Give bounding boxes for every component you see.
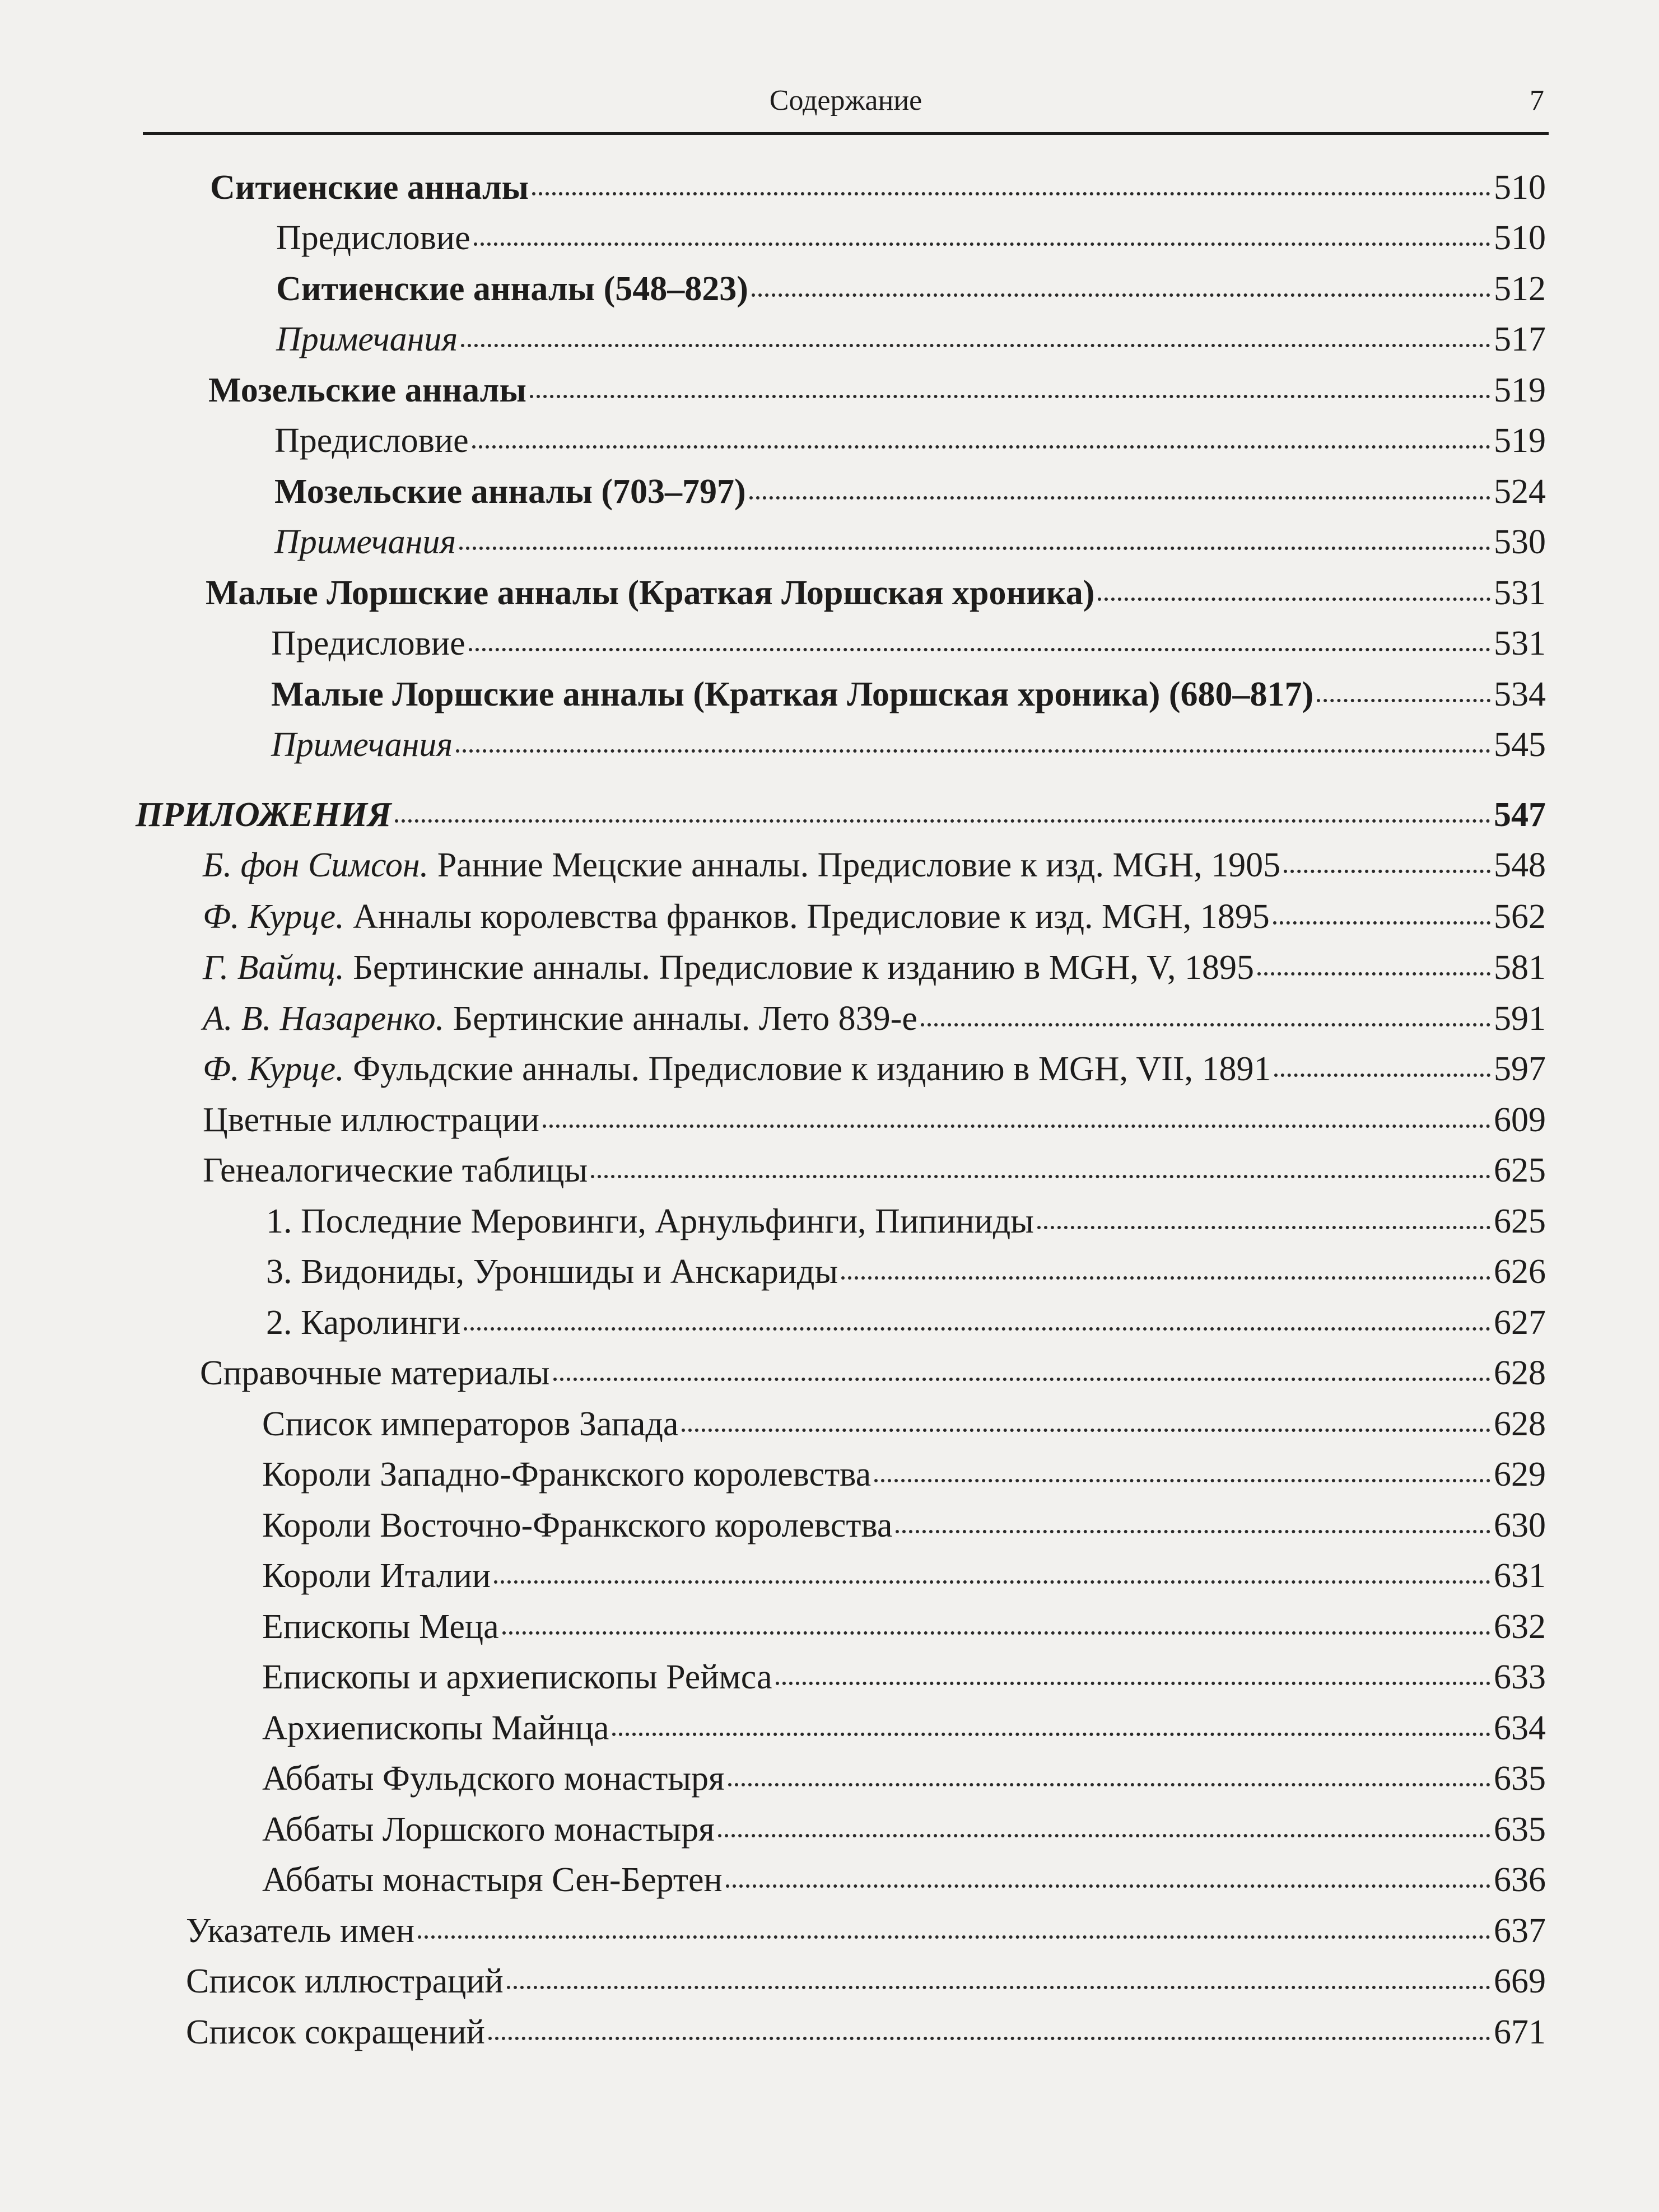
toc-entry <box>262 1503 1546 1548</box>
dot-leader <box>456 749 1490 753</box>
toc-entry-page: 631 <box>1494 1557 1546 1595</box>
toc-entry-page: 591 <box>1494 1000 1546 1038</box>
toc-entry-page: 517 <box>1494 320 1546 358</box>
toc-entry <box>262 1706 1546 1751</box>
toc-entry-page: 534 <box>1494 675 1546 713</box>
toc-entry-work: Бертинские анналы. Лето 839-е <box>453 1000 917 1038</box>
toc-entry-work: Анналы королевства франков. Предисловие к изд. MGH, 1895 <box>353 898 1270 936</box>
header-rule <box>143 132 1549 135</box>
toc-entry <box>271 672 1546 717</box>
toc-entry-title: 2. Каролинги <box>266 1304 461 1342</box>
toc-entry-page: 562 <box>1494 898 1546 936</box>
toc-entry-title: Малые Лоршские анналы (Краткая Лоршская хроника) (680–817) <box>271 675 1314 713</box>
toc-entry <box>266 1199 1546 1244</box>
toc-entry <box>262 1452 1546 1497</box>
dot-leader <box>472 445 1490 449</box>
toc-entry-page: 632 <box>1494 1608 1546 1646</box>
toc-entry-author: Б. фон Симсон. <box>203 846 429 884</box>
toc-entry <box>186 1908 1546 1953</box>
running-title: Содержание <box>769 85 922 116</box>
toc-entry-page: 548 <box>1494 846 1546 884</box>
toc-entry <box>200 1351 1546 1396</box>
dot-leader <box>488 2037 1490 2040</box>
toc-entry-title: Примечания <box>276 320 458 358</box>
dot-leader <box>1098 598 1490 601</box>
dot-leader <box>728 1783 1491 1786</box>
dot-leader <box>1037 1226 1490 1229</box>
toc-entry <box>210 165 1546 210</box>
toc-entry-title: Ситиенские анналы <box>210 169 529 207</box>
toc-entry-page: 625 <box>1494 1202 1546 1240</box>
toc-entry-page: 637 <box>1494 1912 1546 1950</box>
toc-entry-page: 634 <box>1494 1709 1546 1747</box>
toc-entry <box>262 1807 1546 1852</box>
dot-leader <box>1273 921 1490 925</box>
toc-entry-page: 545 <box>1494 726 1546 764</box>
toc-entry-author: Ф. Курце. <box>203 898 344 936</box>
dot-leader <box>921 1023 1490 1026</box>
toc-entry <box>262 1553 1546 1598</box>
toc-entry-page: 630 <box>1494 1506 1546 1544</box>
dot-leader <box>461 344 1490 347</box>
toc-entry-title: ПРИЛОЖЕНИЯ <box>136 796 392 834</box>
toc-entry-page: 524 <box>1494 473 1546 511</box>
toc-entry <box>276 317 1546 362</box>
toc-entry-title: Предисловие <box>276 219 470 257</box>
toc-entry <box>203 945 1546 990</box>
toc-entry-page: 625 <box>1494 1151 1546 1189</box>
toc-entry <box>266 1249 1546 1294</box>
toc-entry-author: А. В. Назаренко. <box>203 1000 445 1038</box>
toc-entry-title: Предисловие <box>271 624 465 662</box>
toc-entry-author: Г. Вайтц. <box>203 949 344 987</box>
toc-entry-title: Примечания <box>271 726 453 764</box>
toc-entry-title: Короли Восточно-Франкского королевства <box>262 1506 893 1544</box>
toc-entry-page: 510 <box>1494 169 1546 207</box>
toc-entry-page: 633 <box>1494 1658 1546 1696</box>
toc-entry-title <box>203 996 917 1041</box>
dot-leader <box>507 1986 1490 1989</box>
toc-entry <box>206 571 1546 615</box>
dot-leader <box>726 1884 1490 1888</box>
toc-entry-work: Бертинские анналы. Предисловие к изданию в MGH, V, 1895 <box>353 949 1255 987</box>
dot-leader <box>776 1682 1490 1685</box>
dot-leader <box>896 1530 1490 1533</box>
toc-entry-title <box>203 1047 1271 1091</box>
toc-entry-page: 627 <box>1494 1304 1546 1342</box>
toc-entry <box>266 1300 1546 1345</box>
toc-entry <box>186 1959 1546 2004</box>
dot-leader <box>1274 1074 1490 1077</box>
dot-leader <box>1317 699 1490 702</box>
toc-entry-title: Архиепископы Майнца <box>262 1709 609 1747</box>
dot-leader <box>418 1935 1490 1939</box>
toc-entry-page: 628 <box>1494 1405 1546 1443</box>
toc-entry-title: Мозельские анналы (703–797) <box>274 473 746 511</box>
toc-entry <box>203 843 1546 888</box>
dot-leader <box>1284 870 1490 873</box>
dot-leader <box>749 496 1490 500</box>
toc-entry-page: 671 <box>1494 2013 1546 2051</box>
toc-entry <box>203 996 1546 1041</box>
toc-entry-title: Генеалогические таблицы <box>203 1151 588 1189</box>
dot-leader <box>718 1834 1490 1837</box>
toc-entry <box>262 1402 1546 1446</box>
toc-entry-title: Справочные материалы <box>200 1354 550 1392</box>
toc-entry-page: 531 <box>1494 624 1546 662</box>
toc-entry-author: Ф. Курце. <box>203 1050 344 1088</box>
toc-entry <box>271 621 1546 666</box>
toc-entry <box>274 418 1546 463</box>
dot-leader <box>474 242 1490 246</box>
toc-entry-title: Малые Лоршские анналы (Краткая Лоршская хроника) <box>206 574 1095 612</box>
toc-entry <box>276 216 1546 260</box>
toc-entry-work: Ранние Мецские анналы. Предисловие к изд. MGH, 1905 <box>437 846 1281 884</box>
toc-entry <box>203 1098 1546 1142</box>
toc-entry-title: Короли Западно-Франкского королевства <box>262 1455 872 1494</box>
toc-entry-page: 597 <box>1494 1050 1546 1088</box>
toc-entry-page: 512 <box>1494 270 1546 308</box>
toc-entry-page: 547 <box>1494 796 1546 834</box>
dot-leader <box>874 1479 1490 1482</box>
toc-entry-page: 636 <box>1494 1861 1546 1899</box>
dot-leader <box>469 648 1490 651</box>
dot-leader <box>494 1580 1490 1584</box>
running-header <box>143 84 1549 134</box>
toc-entry <box>262 1604 1546 1649</box>
toc-entry-page: 629 <box>1494 1455 1546 1494</box>
toc-entry-title: Аббаты монастыря Сен-Бертен <box>262 1861 723 1899</box>
dot-leader <box>841 1276 1490 1280</box>
toc-entry <box>136 792 1546 837</box>
dot-leader <box>752 293 1490 297</box>
toc-entry <box>203 1047 1546 1091</box>
dot-leader <box>612 1733 1490 1736</box>
dot-leader <box>543 1124 1490 1128</box>
toc-entry-title: Аббаты Лоршского монастыря <box>262 1810 715 1849</box>
toc-entry-page: 581 <box>1494 949 1546 987</box>
toc-entry-title: Аббаты Фульдского монастыря <box>262 1760 725 1798</box>
toc-entry <box>262 1756 1546 1801</box>
toc-entry-page: 635 <box>1494 1810 1546 1849</box>
toc-entry-title: Цветные иллюстрации <box>203 1101 539 1139</box>
toc-entry <box>274 520 1546 564</box>
toc-entry-work: Фульдские анналы. Предисловие к изданию в MGH, VII, 1891 <box>353 1050 1271 1088</box>
dot-leader <box>532 192 1490 195</box>
toc-entry-page: 626 <box>1494 1253 1546 1291</box>
dot-leader <box>682 1429 1490 1432</box>
toc-entry-page: 519 <box>1494 371 1546 409</box>
toc-entry-page: 635 <box>1494 1760 1546 1798</box>
toc-entry-title: 1. Последние Меровинги, Арнульфинги, Пипиниды <box>266 1202 1034 1240</box>
dot-leader <box>464 1327 1490 1331</box>
toc-entry <box>186 2010 1546 2055</box>
toc-entry <box>208 368 1546 413</box>
toc-entry-page: 609 <box>1494 1101 1546 1139</box>
toc-entry-title: Предисловие <box>274 422 469 460</box>
toc-entry-title: Епископы и архиепископы Реймса <box>262 1658 772 1696</box>
toc-entry <box>203 1148 1546 1193</box>
toc-entry <box>276 267 1546 311</box>
dot-leader <box>502 1631 1490 1635</box>
toc-entry-title <box>203 894 1270 939</box>
toc-entry-title: 3. Видониды, Уроншиды и Анскариды <box>266 1253 838 1291</box>
toc-entry <box>274 469 1546 514</box>
dot-leader <box>553 1378 1490 1381</box>
toc-entry-title: Ситиенские анналы (548–823) <box>276 270 748 308</box>
dot-leader <box>530 395 1490 398</box>
toc-entry <box>271 722 1546 767</box>
toc-entry-title: Список императоров Запада <box>262 1405 679 1443</box>
dot-leader <box>591 1175 1490 1178</box>
toc-entry <box>203 894 1546 939</box>
dot-leader <box>395 819 1490 823</box>
toc-entry-title <box>203 945 1254 990</box>
toc-entry-page: 510 <box>1494 219 1546 257</box>
toc-entry-title: Указатель имен <box>186 1912 414 1950</box>
toc-entry <box>262 1655 1546 1700</box>
toc-entry-page: 628 <box>1494 1354 1546 1392</box>
toc-entry-title: Список сокращений <box>186 2013 485 2051</box>
toc-entry-title: Короли Италии <box>262 1557 491 1595</box>
toc-entry-page: 530 <box>1494 523 1546 561</box>
dot-leader <box>1257 972 1490 976</box>
toc-entry-title <box>203 843 1280 888</box>
dot-leader <box>459 547 1490 550</box>
page-number: 7 <box>1530 85 1544 116</box>
toc-entry-title: Мозельские анналы <box>208 371 526 409</box>
toc-entry-page: 531 <box>1494 574 1546 612</box>
toc-entry-title: Епископы Меца <box>262 1608 499 1646</box>
toc-entry-page: 519 <box>1494 422 1546 460</box>
toc-entry-page: 669 <box>1494 1962 1546 2000</box>
toc-entry <box>262 1858 1546 1902</box>
toc-entry-title: Примечания <box>274 523 456 561</box>
toc-entry-title: Список иллюстраций <box>186 1962 504 2000</box>
